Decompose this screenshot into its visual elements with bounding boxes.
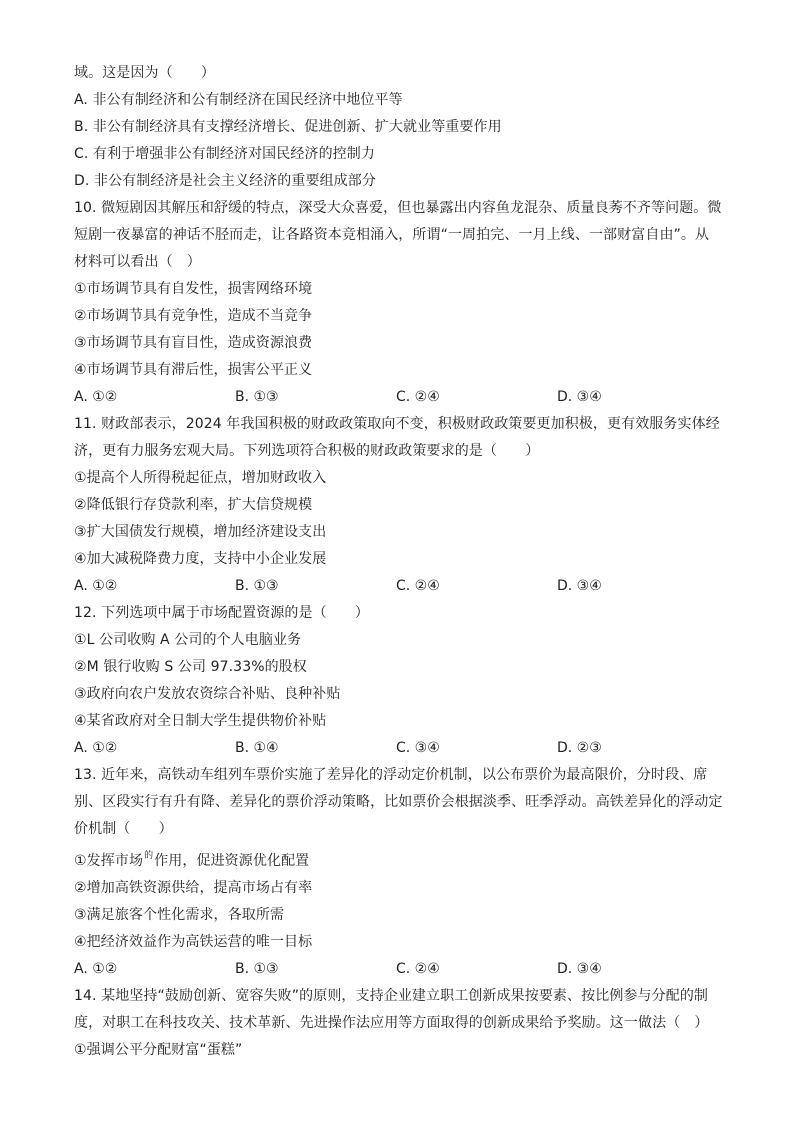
question-11-item-1: ①提高个人所得税起征点，增加财政收入 (74, 470, 327, 486)
question-13-option-a: A. ①② (74, 961, 118, 977)
question-11-option-c: C. ②④ (396, 578, 440, 594)
question-9-option-d: D. 非公有制经济是社会主义经济的重要组成部分 (74, 173, 376, 189)
question-9-tail (74, 60, 720, 195)
question-10-option-d: D. ③④ (557, 389, 602, 405)
question-10-item-1: ①市场调节具有自发性，损害网络环境 (74, 281, 313, 297)
question-13-item-1 (74, 843, 720, 875)
question-12 (74, 600, 720, 762)
question-9-option-b: B. 非公有制经济具有支撑经济增长、促进创新、扩大就业等重要作用 (74, 119, 502, 135)
question-10-item-4: ④市场调节具有滞后性，损害公平正义 (74, 362, 313, 378)
question-13-item-2: ②增加高铁资源供给，提高市场占有率 (74, 880, 313, 896)
question-13-item-1-after: 作用，促进资源优化配置 (154, 853, 310, 869)
question-11 (74, 411, 720, 600)
question-12-item-2: ②M 银行收购 S 公司 97.33%的股权 (74, 659, 307, 675)
question-13-stem-line-1: 13. 近年来，高铁动车组列车票价实施了差异化的浮动定价机制，以公布票价为最高限价，分时段、席 (74, 767, 708, 783)
question-13-option-b: B. ①③ (235, 961, 279, 977)
question-13-item-1-before: ①发挥市场 (74, 853, 144, 869)
question-11-option-a: A. ①② (74, 578, 118, 594)
question-11-stem-line-2: 济，更有力服务宏观大局。下列选项符合积极的财政政策要求的是（ ） (74, 443, 540, 459)
question-10-stem-line-3: 材料可以看出（ ） (74, 254, 201, 270)
question-11-stem-line-1: 11. 财政部表示，2024 年我国积极的财政政策取向不变，积极财政政策要更加积极，更有效服务实体经 (74, 416, 720, 432)
question-12-item-1: ①L 公司收购 A 公司的个人电脑业务 (74, 632, 302, 648)
question-11-item-2: ②降低银行存贷款利率，扩大信贷规模 (74, 497, 313, 513)
question-11-item-3: ③扩大国债发行规模，增加经济建设支出 (74, 524, 327, 540)
question-9-option-a: A. 非公有制经济和公有制经济在国民经济中地位平等 (74, 92, 403, 108)
question-10-option-a: A. ①② (74, 389, 118, 405)
question-12-item-3: ③政府向农户发放农资综合补贴、良种补贴 (74, 686, 341, 702)
question-12-option-b: B. ①④ (235, 740, 279, 756)
question-12-stem: 12. 下列选项中属于市场配置资源的是（ ） (74, 605, 370, 621)
question-10-option-c: C. ②④ (396, 389, 440, 405)
question-11-item-4: ④加大减税降费力度，支持中小企业发展 (74, 551, 327, 567)
question-13 (74, 762, 723, 983)
question-10-stem-line-2: 短剧一夜暴富的神话不胫而走，让各路资本竞相涌入，所谓“一周拍完、一月上线、一部财富自由”。从 (74, 227, 710, 243)
question-13-item-4: ④把经济效益作为高铁运营的唯一目标 (74, 934, 313, 950)
question-12-option-d: D. ②③ (557, 740, 602, 756)
question-12-option-a: A. ①② (74, 740, 118, 756)
question-12-item-4: ④某省政府对全日制大学生提供物价补贴 (74, 713, 327, 729)
question-10-stem-line-1: 10. 微短剧因其解压和舒缓的特点，深受大众喜爱，但也暴露出内容鱼龙混杂、质量良莠不齐等问题。微 (74, 200, 722, 216)
question-11-option-d: D. ③④ (557, 578, 602, 594)
question-10 (74, 195, 720, 411)
question-12-options (74, 735, 720, 762)
question-13-stem-line-2: 别、区段实行有升有降、差异化的票价浮动策略，比如票价会根据淡季、旺季浮动。高铁差异化的浮动定 (74, 794, 723, 810)
question-9-stem-end: 域。这是因为（ ） (74, 65, 215, 81)
question-13-item-3: ③满足旅客个性化需求，各取所需 (74, 907, 285, 923)
question-14 (74, 983, 720, 1064)
question-10-item-2: ②市场调节具有竞争性，造成不当竞争 (74, 308, 313, 324)
question-14-item-1: ①强调公平分配财富“蛋糕” (74, 1042, 243, 1058)
question-12-option-c: C. ③④ (396, 740, 440, 756)
question-11-option-b: B. ①③ (235, 578, 279, 594)
question-9-option-c: C. 有利于增强非公有制经济对国民经济的控制力 (74, 146, 375, 162)
question-14-stem-line-2: 度，对职工在科技攻关、技术革新、先进操作法应用等方面取得的创新成果给予奖励。这一做法（ ） (74, 1015, 709, 1031)
question-13-stem-line-3: 价机制（ ） (74, 821, 173, 837)
question-13-option-d: D. ③④ (557, 961, 602, 977)
question-13-options (74, 956, 720, 983)
question-13-item-1-superscript: 的 (144, 851, 154, 861)
question-14-stem-line-1: 14. 某地坚持“鼓励创新、宽容失败”的原则，支持企业建立职工创新成果按要素、按比例参与分配的制 (74, 988, 709, 1004)
question-10-option-b: B. ①③ (235, 389, 279, 405)
question-10-item-3: ③市场调节具有盲目性，造成资源浪费 (74, 335, 313, 351)
question-10-options (74, 384, 720, 411)
question-11-options (74, 573, 720, 600)
question-13-option-c: C. ②④ (396, 961, 440, 977)
